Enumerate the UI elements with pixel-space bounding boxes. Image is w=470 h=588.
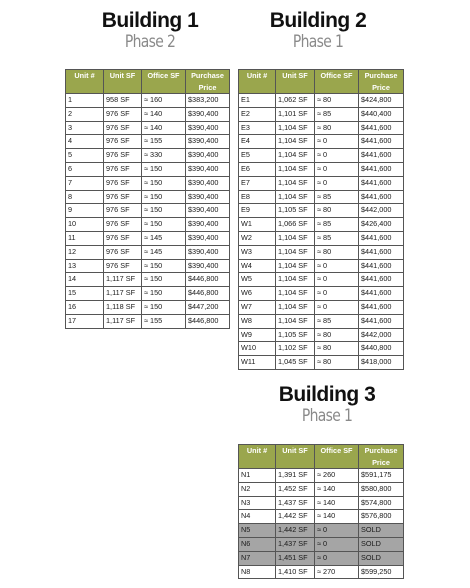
cell-unit-sf: 976 SF xyxy=(104,107,142,121)
column-header-office-sf: Office SF xyxy=(315,445,359,469)
cell-unit-sf: 1,066 SF xyxy=(276,218,315,232)
cell-unit-number: E6 xyxy=(239,162,276,176)
cell-purchase-price: $390,400 xyxy=(186,149,230,163)
cell-purchase-price: $390,400 xyxy=(186,162,230,176)
cell-office-sf: ≈ 80 xyxy=(315,94,359,108)
cell-purchase-price: $390,400 xyxy=(186,135,230,149)
cell-unit-sf: 1,101 SF xyxy=(276,107,315,121)
table-row xyxy=(239,176,404,190)
cell-office-sf: ≈ 155 xyxy=(142,314,186,328)
column-header-purchase-price: Purchase Price xyxy=(186,70,230,94)
cell-purchase-price: $441,600 xyxy=(359,300,404,314)
table-row xyxy=(239,482,404,496)
cell-unit-number: 16 xyxy=(66,300,104,314)
cell-unit-number: W11 xyxy=(239,356,276,370)
cell-office-sf: ≈ 0 xyxy=(315,537,359,551)
cell-purchase-price: $424,800 xyxy=(359,94,404,108)
table-row xyxy=(239,190,404,204)
table-row xyxy=(66,273,230,287)
cell-unit-number: N5 xyxy=(239,524,276,538)
cell-unit-sf: 1,442 SF xyxy=(276,510,315,524)
cell-purchase-price: $390,400 xyxy=(186,259,230,273)
cell-office-sf: ≈ 0 xyxy=(315,149,359,163)
cell-unit-sf: 1,102 SF xyxy=(276,342,315,356)
cell-office-sf: ≈ 85 xyxy=(315,107,359,121)
cell-unit-sf: 1,104 SF xyxy=(276,121,315,135)
cell-unit-sf: 1,437 SF xyxy=(276,496,315,510)
cell-purchase-price: $576,800 xyxy=(359,510,404,524)
table-row xyxy=(66,149,230,163)
cell-unit-number: W9 xyxy=(239,328,276,342)
building-3-unit-table xyxy=(238,444,404,579)
cell-office-sf: ≈ 160 xyxy=(142,94,186,108)
cell-unit-sf: 1,104 SF xyxy=(276,300,315,314)
cell-office-sf: ≈ 150 xyxy=(142,190,186,204)
cell-purchase-price: $441,600 xyxy=(359,176,404,190)
cell-purchase-price: SOLD xyxy=(359,537,404,551)
cell-office-sf: ≈ 80 xyxy=(315,204,359,218)
cell-unit-number: E8 xyxy=(239,190,276,204)
cell-unit-sf: 1,451 SF xyxy=(276,551,315,565)
table-row xyxy=(66,135,230,149)
cell-unit-sf: 1,410 SF xyxy=(276,565,315,579)
cell-unit-number: 2 xyxy=(66,107,104,121)
cell-unit-number: 8 xyxy=(66,190,104,204)
cell-purchase-price: $446,800 xyxy=(186,273,230,287)
cell-purchase-price: $599,250 xyxy=(359,565,404,579)
cell-unit-sf: 1,045 SF xyxy=(276,356,315,370)
cell-office-sf: ≈ 0 xyxy=(315,551,359,565)
cell-office-sf: ≈ 0 xyxy=(315,259,359,273)
cell-unit-number: W10 xyxy=(239,342,276,356)
table-row xyxy=(66,94,230,108)
building-2-title: Building 2 xyxy=(269,9,367,32)
cell-unit-number: N6 xyxy=(239,537,276,551)
building-3-title: Building 3 xyxy=(278,383,376,406)
cell-office-sf: ≈ 270 xyxy=(315,565,359,579)
cell-unit-sf: 1,104 SF xyxy=(276,135,315,149)
cell-purchase-price: $390,400 xyxy=(186,121,230,135)
table-row xyxy=(239,218,404,232)
cell-unit-sf: 1,391 SF xyxy=(276,469,315,483)
building-2-phase: Phase 1 xyxy=(292,32,344,52)
table-row xyxy=(66,121,230,135)
table-row xyxy=(239,510,404,524)
cell-office-sf: ≈ 145 xyxy=(142,231,186,245)
cell-office-sf: ≈ 150 xyxy=(142,273,186,287)
building-2-unit-table xyxy=(238,69,404,370)
column-header-unit-number: Unit # xyxy=(239,445,276,469)
cell-purchase-price: $390,400 xyxy=(186,204,230,218)
cell-unit-sf: 976 SF xyxy=(104,259,142,273)
cell-purchase-price: $442,000 xyxy=(359,204,404,218)
cell-unit-number: N3 xyxy=(239,496,276,510)
cell-unit-sf: 1,105 SF xyxy=(276,328,315,342)
table-row xyxy=(239,231,404,245)
cell-office-sf: ≈ 0 xyxy=(315,300,359,314)
cell-office-sf: ≈ 80 xyxy=(315,356,359,370)
cell-unit-number: E5 xyxy=(239,149,276,163)
cell-unit-sf: 1,104 SF xyxy=(276,176,315,190)
table-row xyxy=(239,287,404,301)
cell-unit-number: E9 xyxy=(239,204,276,218)
cell-unit-sf: 1,104 SF xyxy=(276,314,315,328)
cell-office-sf: ≈ 85 xyxy=(315,218,359,232)
cell-purchase-price: $440,800 xyxy=(359,342,404,356)
table-row xyxy=(239,356,404,370)
cell-unit-number: 5 xyxy=(66,149,104,163)
cell-purchase-price: $426,400 xyxy=(359,218,404,232)
table-row xyxy=(239,551,404,565)
cell-unit-number: 15 xyxy=(66,287,104,301)
cell-purchase-price: $441,600 xyxy=(359,121,404,135)
column-header-unit-number: Unit # xyxy=(239,70,276,94)
cell-purchase-price: $446,800 xyxy=(186,287,230,301)
table-row xyxy=(239,94,404,108)
cell-office-sf: ≈ 150 xyxy=(142,287,186,301)
table-row xyxy=(66,204,230,218)
cell-unit-sf: 976 SF xyxy=(104,204,142,218)
cell-unit-sf: 976 SF xyxy=(104,190,142,204)
cell-office-sf: ≈ 150 xyxy=(142,162,186,176)
building-3-phase: Phase 1 xyxy=(301,406,353,426)
table-row xyxy=(239,469,404,483)
cell-unit-sf: 1,062 SF xyxy=(276,94,315,108)
cell-purchase-price: $390,400 xyxy=(186,231,230,245)
cell-unit-number: E4 xyxy=(239,135,276,149)
table-row xyxy=(66,176,230,190)
table-header-row xyxy=(239,445,404,469)
table-row xyxy=(239,524,404,538)
table-row xyxy=(66,314,230,328)
cell-purchase-price: $447,200 xyxy=(186,300,230,314)
table-row xyxy=(66,107,230,121)
cell-purchase-price: $441,600 xyxy=(359,245,404,259)
cell-office-sf: ≈ 0 xyxy=(315,287,359,301)
cell-office-sf: ≈ 150 xyxy=(142,300,186,314)
table-row xyxy=(239,162,404,176)
cell-office-sf: ≈ 140 xyxy=(315,482,359,496)
table-row xyxy=(66,190,230,204)
table-row xyxy=(239,537,404,551)
table-row xyxy=(239,121,404,135)
building-1-heading xyxy=(90,10,210,52)
cell-office-sf: ≈ 150 xyxy=(142,218,186,232)
table-row xyxy=(66,162,230,176)
cell-purchase-price: $441,600 xyxy=(359,190,404,204)
cell-purchase-price: $441,600 xyxy=(359,287,404,301)
column-header-unit-sf: Unit SF xyxy=(104,70,142,94)
cell-purchase-price: $442,000 xyxy=(359,328,404,342)
cell-unit-number: 10 xyxy=(66,218,104,232)
cell-office-sf: ≈ 155 xyxy=(142,135,186,149)
cell-purchase-price: $580,800 xyxy=(359,482,404,496)
cell-unit-number: E2 xyxy=(239,107,276,121)
cell-office-sf: ≈ 0 xyxy=(315,135,359,149)
cell-purchase-price: $441,600 xyxy=(359,273,404,287)
cell-unit-number: 9 xyxy=(66,204,104,218)
cell-office-sf: ≈ 0 xyxy=(315,162,359,176)
column-header-office-sf: Office SF xyxy=(142,70,186,94)
cell-unit-sf: 976 SF xyxy=(104,245,142,259)
cell-unit-number: N2 xyxy=(239,482,276,496)
building-1-unit-table xyxy=(65,69,230,329)
cell-unit-number: W1 xyxy=(239,218,276,232)
cell-unit-number: N4 xyxy=(239,510,276,524)
cell-unit-sf: 976 SF xyxy=(104,218,142,232)
cell-office-sf: ≈ 150 xyxy=(142,176,186,190)
cell-unit-number: 6 xyxy=(66,162,104,176)
table-row xyxy=(239,342,404,356)
building-2-heading xyxy=(258,10,378,52)
table-row xyxy=(239,107,404,121)
cell-unit-number: W3 xyxy=(239,245,276,259)
cell-office-sf: ≈ 85 xyxy=(315,314,359,328)
cell-unit-number: W4 xyxy=(239,259,276,273)
cell-unit-number: W2 xyxy=(239,231,276,245)
cell-unit-number: N1 xyxy=(239,469,276,483)
cell-unit-sf: 976 SF xyxy=(104,121,142,135)
cell-unit-number: 17 xyxy=(66,314,104,328)
cell-unit-sf: 1,437 SF xyxy=(276,537,315,551)
cell-office-sf: ≈ 0 xyxy=(315,273,359,287)
cell-unit-number: 1 xyxy=(66,94,104,108)
cell-unit-sf: 1,104 SF xyxy=(276,273,315,287)
cell-unit-sf: 1,104 SF xyxy=(276,245,315,259)
cell-purchase-price: $440,400 xyxy=(359,107,404,121)
cell-unit-number: 14 xyxy=(66,273,104,287)
cell-purchase-price: $390,400 xyxy=(186,190,230,204)
cell-unit-number: N7 xyxy=(239,551,276,565)
cell-office-sf: ≈ 0 xyxy=(315,524,359,538)
cell-unit-number: E7 xyxy=(239,176,276,190)
cell-unit-sf: 1,104 SF xyxy=(276,231,315,245)
cell-purchase-price: $383,200 xyxy=(186,94,230,108)
cell-unit-number: 12 xyxy=(66,245,104,259)
building-1-title: Building 1 xyxy=(101,9,199,32)
cell-office-sf: ≈ 140 xyxy=(315,496,359,510)
table-row xyxy=(66,259,230,273)
table-row xyxy=(239,149,404,163)
cell-office-sf: ≈ 145 xyxy=(142,245,186,259)
column-header-purchase-price: Purchase Price xyxy=(359,445,404,469)
cell-unit-number: E1 xyxy=(239,94,276,108)
cell-office-sf: ≈ 140 xyxy=(142,121,186,135)
table-row xyxy=(239,135,404,149)
cell-office-sf: ≈ 150 xyxy=(142,204,186,218)
cell-office-sf: ≈ 80 xyxy=(315,342,359,356)
cell-purchase-price: $441,600 xyxy=(359,231,404,245)
cell-unit-sf: 976 SF xyxy=(104,135,142,149)
cell-unit-number: E3 xyxy=(239,121,276,135)
table-row xyxy=(66,245,230,259)
cell-unit-sf: 1,118 SF xyxy=(104,300,142,314)
cell-unit-sf: 1,104 SF xyxy=(276,259,315,273)
cell-unit-sf: 1,117 SF xyxy=(104,273,142,287)
cell-purchase-price: $441,600 xyxy=(359,135,404,149)
column-header-unit-sf: Unit SF xyxy=(276,445,315,469)
cell-purchase-price: $390,400 xyxy=(186,245,230,259)
cell-office-sf: ≈ 80 xyxy=(315,328,359,342)
cell-unit-sf: 1,104 SF xyxy=(276,287,315,301)
cell-unit-number: 11 xyxy=(66,231,104,245)
cell-unit-sf: 1,104 SF xyxy=(276,162,315,176)
cell-unit-number: W7 xyxy=(239,300,276,314)
cell-purchase-price: $390,400 xyxy=(186,176,230,190)
cell-purchase-price: $441,600 xyxy=(359,314,404,328)
cell-unit-number: W6 xyxy=(239,287,276,301)
building-3-heading xyxy=(262,384,392,426)
table-row xyxy=(239,259,404,273)
cell-office-sf: ≈ 85 xyxy=(315,190,359,204)
cell-purchase-price: SOLD xyxy=(359,551,404,565)
table-row xyxy=(239,565,404,579)
cell-purchase-price: $390,400 xyxy=(186,218,230,232)
cell-unit-number: N8 xyxy=(239,565,276,579)
cell-office-sf: ≈ 80 xyxy=(315,245,359,259)
cell-unit-number: W5 xyxy=(239,273,276,287)
cell-unit-sf: 976 SF xyxy=(104,149,142,163)
cell-purchase-price: $418,000 xyxy=(359,356,404,370)
table-row xyxy=(66,231,230,245)
column-header-office-sf: Office SF xyxy=(315,70,359,94)
cell-unit-sf: 1,442 SF xyxy=(276,524,315,538)
cell-office-sf: ≈ 140 xyxy=(142,107,186,121)
cell-purchase-price: $446,800 xyxy=(186,314,230,328)
table-row xyxy=(239,300,404,314)
cell-office-sf: ≈ 0 xyxy=(315,176,359,190)
table-row xyxy=(66,287,230,301)
cell-office-sf: ≈ 330 xyxy=(142,149,186,163)
cell-unit-number: 7 xyxy=(66,176,104,190)
cell-unit-number: 13 xyxy=(66,259,104,273)
table-row xyxy=(239,328,404,342)
table-row xyxy=(239,496,404,510)
column-header-unit-sf: Unit SF xyxy=(276,70,315,94)
column-header-unit-number: Unit # xyxy=(66,70,104,94)
cell-unit-sf: 1,117 SF xyxy=(104,287,142,301)
cell-unit-sf: 1,105 SF xyxy=(276,204,315,218)
cell-office-sf: ≈ 150 xyxy=(142,259,186,273)
cell-purchase-price: $591,175 xyxy=(359,469,404,483)
cell-unit-sf: 1,117 SF xyxy=(104,314,142,328)
table-header-row xyxy=(239,70,404,94)
cell-unit-sf: 1,452 SF xyxy=(276,482,315,496)
table-header-row xyxy=(66,70,230,94)
cell-unit-number: 4 xyxy=(66,135,104,149)
table-row xyxy=(239,245,404,259)
table-row xyxy=(66,300,230,314)
table-row xyxy=(239,204,404,218)
table-row xyxy=(239,314,404,328)
table-row xyxy=(239,273,404,287)
cell-unit-sf: 1,104 SF xyxy=(276,149,315,163)
cell-unit-sf: 976 SF xyxy=(104,176,142,190)
column-header-purchase-price: Purchase Price xyxy=(359,70,404,94)
cell-unit-sf: 976 SF xyxy=(104,162,142,176)
cell-unit-sf: 958 SF xyxy=(104,94,142,108)
building-1-phase: Phase 2 xyxy=(124,32,176,52)
cell-purchase-price: $574,800 xyxy=(359,496,404,510)
cell-purchase-price: $441,600 xyxy=(359,149,404,163)
cell-unit-number: 3 xyxy=(66,121,104,135)
cell-office-sf: ≈ 85 xyxy=(315,231,359,245)
cell-office-sf: ≈ 260 xyxy=(315,469,359,483)
cell-unit-number: W8 xyxy=(239,314,276,328)
cell-unit-sf: 976 SF xyxy=(104,231,142,245)
cell-purchase-price: SOLD xyxy=(359,524,404,538)
cell-office-sf: ≈ 140 xyxy=(315,510,359,524)
cell-office-sf: ≈ 80 xyxy=(315,121,359,135)
cell-purchase-price: $441,600 xyxy=(359,162,404,176)
table-row xyxy=(66,218,230,232)
cell-purchase-price: $441,600 xyxy=(359,259,404,273)
cell-purchase-price: $390,400 xyxy=(186,107,230,121)
cell-unit-sf: 1,104 SF xyxy=(276,190,315,204)
